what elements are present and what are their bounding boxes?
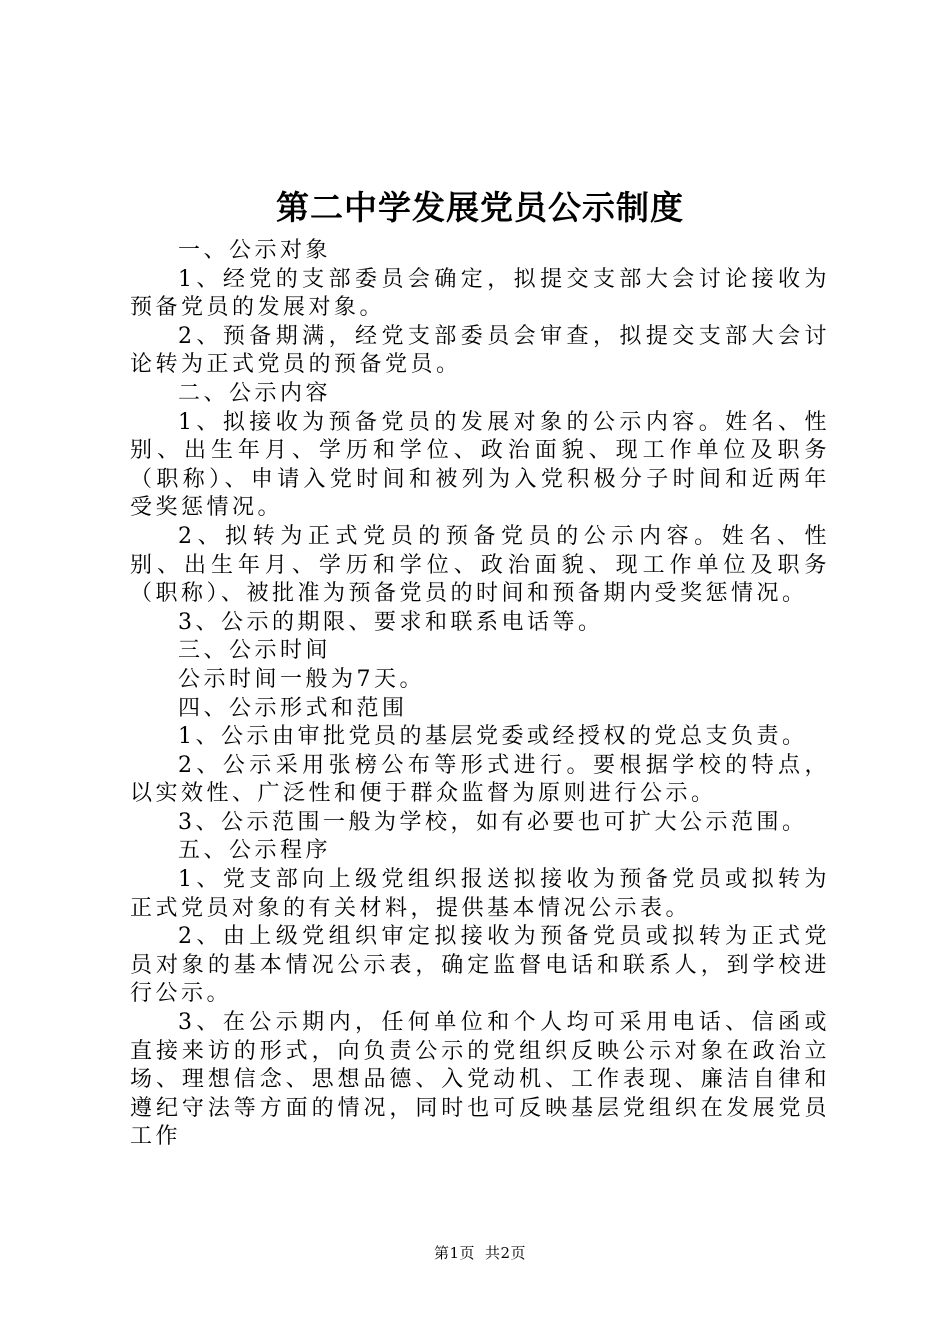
page-footer — [0, 1243, 950, 1263]
paragraph: 公示时间一般为7天。 — [178, 666, 425, 692]
paragraph: 2、由上级党组织审定拟接收为预备党员或拟转为正式党员对象的基本情况公示表，确定监督电话和联系人，到学校进行公示。 — [130, 924, 830, 1007]
paragraph: 2、公示采用张榜公布等形式进行。要根据学校的特点，以实效性、广泛性和便于群众监督为原则进行公示。 — [130, 752, 830, 807]
paragraph: 1、拟接收为预备党员的发展对象的公示内容。姓名、性别、出生年月、学历和学位、政治面貌、现工作单位及职务（职称）、申请入党时间和被列为入党积极分子时间和近两年受奖惩情况。 — [130, 409, 830, 521]
section-heading: 五、公示程序 — [178, 838, 332, 864]
section-heading: 三、公示时间 — [178, 638, 332, 664]
document-title: 第二中学发展党员公示制度 — [276, 188, 684, 227]
section-heading: 二、公示内容 — [178, 380, 332, 406]
paragraph: 1、公示由审批党员的基层党委或经授权的党总支负责。 — [178, 724, 808, 750]
paragraph: 1、党支部向上级党组织报送拟接收为预备党员或拟转为正式党员对象的有关材料，提供基本情况公示表。 — [130, 867, 830, 921]
paragraph: 1、经党的支部委员会确定，拟提交支部大会讨论接收为预备党员的发展对象。 — [130, 266, 830, 321]
page-number: 第1页 — [433, 1244, 475, 1262]
paragraph: 3、公示的期限、要求和联系电话等。 — [178, 609, 604, 635]
section-heading: 一、公示对象 — [178, 238, 332, 263]
document-body — [130, 237, 830, 1152]
section-heading: 四、公示形式和范围 — [178, 695, 408, 721]
page-total: 共2页 — [485, 1244, 527, 1262]
paragraph: 2、预备期满，经党支部委员会审查，拟提交支部大会讨论转为正式党员的预备党员。 — [130, 323, 830, 378]
paragraph: 2、拟转为正式党员的预备党员的公示内容。姓名、性别、出生年月、学历和学位、政治面貌、现工作单位及职务（职称）、被批准为预备党员的时间和预备期内受奖惩情况。 — [130, 523, 830, 607]
paragraph: 3、在公示期内，任何单位和个人均可采用电话、信函或直接来访的形式，向负责公示的党组织反映公示对象在政治立场、理想信念、思想品德、入党动机、工作表现、廉洁自律和遵纪守法等方面的情况，同时也可反映基层党组织在发展党员工作 — [130, 1010, 830, 1150]
paragraph: 3、公示范围一般为学校，如有必要也可扩大公示范围。 — [178, 809, 808, 835]
